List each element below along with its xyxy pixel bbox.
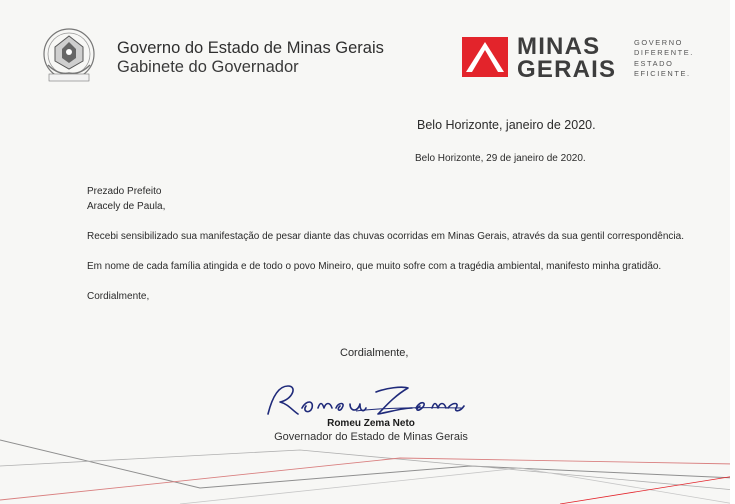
state-seal-icon xyxy=(38,27,100,85)
office-name: Gabinete do Governador xyxy=(117,58,299,76)
brand-wordmark-line1: MINAS xyxy=(517,33,601,60)
brand-wordmark-line2: GERAIS xyxy=(517,56,617,83)
slogan-line: EFICIENTE. xyxy=(634,69,691,78)
body-paragraph: Em nome de cada família atingida e de todo o povo Mineiro, que muito sofre com a tragédia ambiental, manifesto minha gratidão. xyxy=(87,261,662,272)
closing-line: Cordialmente, xyxy=(87,291,150,302)
signer-name: Romeu Zema Neto xyxy=(327,418,415,429)
salutation-line: Aracely de Paula, xyxy=(87,201,166,212)
body-paragraph: Recebi sensibilizado sua manifestação de pesar diante das chuvas ocorridas em Minas Gerais, através da sua gentil correspondência. xyxy=(87,231,684,242)
slogan-line: GOVERNO xyxy=(634,38,683,47)
salutation-line: Prezado Prefeito xyxy=(87,186,162,197)
slogan-line: ESTADO xyxy=(634,59,674,68)
slogan-line: DIFERENTE. xyxy=(634,48,694,57)
signer-title: Governador do Estado de Minas Gerais xyxy=(274,431,468,443)
date-line: Belo Horizonte, 29 de janeiro de 2020. xyxy=(415,153,586,164)
handwritten-signature xyxy=(262,378,467,422)
date-heading: Belo Horizonte, janeiro de 2020. xyxy=(417,118,596,132)
minas-gerais-logo-icon xyxy=(462,37,508,77)
decorative-lines xyxy=(0,430,735,504)
government-name: Governo do Estado de Minas Gerais xyxy=(117,39,384,57)
closing-line: Cordialmente, xyxy=(340,347,409,359)
